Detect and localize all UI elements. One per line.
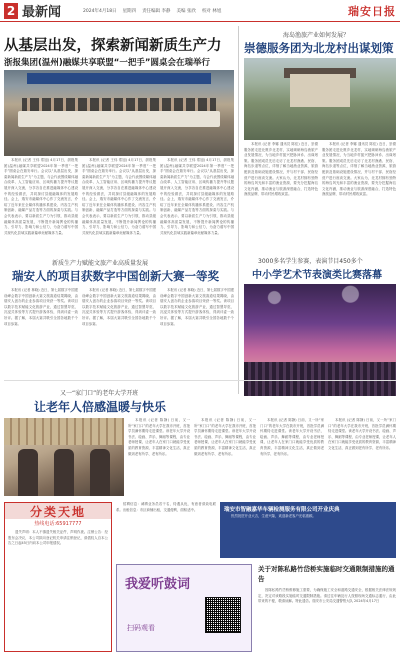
classified-hotline: 热线电话:65917777: [34, 521, 82, 527]
right-body-col1: 本报讯 (记者 李娜 通讯员 陈佳) 近日，崇德服务团走进北麂乡北龙村，实地调研海岛渔旅产业发展情况，为当地乡村振兴把脉问诊、出谋划策。服务团成员先后走访了北龙村渔港、民宿、海岛步道等点位，详细了解当地渔业资源、旅游配套及基础设施建设情况，并与村干部、民宿经营户进行座谈交流。大家认为，北龙村拥有独特的海岛风光和丰富的渔业资源，要充分挖掘海岛文化内涵，推动渔业与旅游深度融合，打造特色渔旅品牌，带动村民增收致富。: [244, 142, 318, 197]
culture-ad-subtitle: 扫码观看: [127, 624, 155, 632]
right-headline: 崇德服务团为北龙村出谋划策: [244, 41, 394, 55]
lead-body-col2: 本报讯 (记者 王伟 郑旭) 4月17日，浙报集团(温州)融媒共享联盟2024年第一季度“一把手”圆桌会在瑞安举行。会议以“从基层出发，探索新闻新质生产力”为主题，与会代表围绕媒体融合改革、人工智能应用、区域传播力提升等议题展开深入交流，分享各自在推进融媒体中心建设中的经验做法，共同探讨县级融媒体的发展路径。会上，瑞安市融媒体中心作了交流发言，介绍了近年来在全媒体传播体系建设、内容生产机制创新、融媒产品打造等方面的探索与实践。与会代表表示，要以新质生产力为引领，推动县级融媒体高质量发展，不断提升新闻舆论的传播力、引导力、影响力和公信力，为奋力谱写中国式现代化县域实践新篇章贡献媒体力量。: [82, 158, 156, 235]
right-body-col2: 本报讯 (记者 李娜 通讯员 陈佳) 近日，崇德服务团走进北麂乡北龙村，实地调研海岛渔旅产业发展情况，为当地乡村振兴把脉问诊、出谋划策。服务团成员先后走访了北龙村渔港、民宿、海岛步道等点位，详细了解当地渔业资源、旅游配套及基础设施建设情况，并与村干部、民宿经营户进行座谈交流。大家认为，北龙村拥有独特的海岛风光和丰富的渔业资源，要充分挖掘海岛文化内涵，推动渔业与旅游深度融合，打造特色渔旅品牌，带动村民增收致富。: [322, 142, 396, 197]
page-number: 2: [4, 3, 18, 19]
elders-body-col3: 本报讯 (记者 陈静) 日前，又一所“家门口”的老年大学在我市开班，首批学员满怀期待走进课堂。该老年大学开设书法、绘画、声乐、舞蹈等课程，由专业老师授课，让老年人在家门口就能享受优质的教育资源，丰富精神文化生活，真正做到老有所学、老有所乐。: [260, 418, 324, 456]
classified-body: 遗失声明：本人不慎遗失相关证件，声明作废。注销公告：经股东会决议，本公司拟向登记机关申请注销登记，请债权人自本公告之日起45日内向本公司申报债权。: [8, 530, 108, 546]
elders-kicker: 又一“家门口”的老年大学开班: [60, 390, 139, 397]
classified-ads-box: [4, 502, 112, 652]
art-headline: 中小学艺术节表演类比赛落幕: [252, 270, 382, 281]
elders-body-col2: 本报讯 (记者 陈静) 日前，又一所“家门口”的老年大学在我市开班，首批学员满怀期待走进课堂。该老年大学开设书法、绘画、声乐、舞蹈等课程，由专业老师授课，让老年人在家门口就能享受优质的教育资源，丰富精神文化生活，真正做到老有所学、老有所乐。: [194, 418, 256, 456]
issue-meta: [83, 8, 221, 14]
lead-subtitle: 浙报集团(温州)融媒共享联盟“一把手”圆桌会在瑞举行: [4, 58, 210, 68]
proof-credit: 校对 林旭: [201, 8, 222, 14]
elders-body-col1: 本报讯 (记者 陈静) 日前，又一所“家门口”的老年大学在我市开班，首批学员满怀期待走进课堂。该老年大学开设书法、绘画、声乐、舞蹈等课程，由专业老师授课，让老年人在家门口就能享受优质的教育资源，丰富精神文化生活，真正做到老有所学、老有所乐。: [128, 418, 190, 456]
mid-kicker: 新质生产力赋能文旅产业高质量发展: [52, 260, 149, 267]
section-name: 最新闻: [22, 5, 62, 20]
page-header: [0, 0, 400, 22]
editor-credit: 责任编辑 李静: [142, 8, 171, 14]
lead-body-col1: 本报讯 (记者 王伟 郑旭) 4月17日，浙报集团(温州)融媒共享联盟2024年第一季度“一把手”圆桌会在瑞安举行。会议以“从基层出发，探索新闻新质生产力”为主题，与会代表围绕媒体融合改革、人工智能应用、区域传播力提升等议题展开深入交流，分享各自在推进融媒体中心建设中的经验做法，共同探讨县级融媒体的发展路径。会上，瑞安市融媒体中心作了交流发言，介绍了近年来在全媒体传播体系建设、内容生产机制创新、融媒产品打造等方面的探索与实践。与会代表表示，要以新质生产力为引领，推动县级融媒体高质量发展，不断提升新闻舆论的传播力、引导力、影响力和公信力，为奋力谱写中国式现代化县域实践新篇章贡献媒体力量。: [4, 158, 78, 235]
lead-body-col3: 本报讯 (记者 王伟 郑旭) 4月17日，浙报集团(温州)融媒共享联盟2024年第一季度“一把手”圆桌会在瑞安举行。会议以“从基层出发，探索新闻新质生产力”为主题，与会代表围绕媒体融合改革、人工智能应用、区域传播力提升等议题展开深入交流，分享各自在推进融媒体中心建设中的经验做法，共同探讨县级融媒体的发展路径。会上，瑞安市融媒体中心作了交流发言，介绍了近年来在全媒体传播体系建设、内容生产机制创新、融媒产品打造等方面的探索与实践。与会代表表示，要以新质生产力为引领，推动县级融媒体高质量发展，不断提升新闻舆论的传播力、引导力、影响力和公信力，为奋力谱写中国式现代化县域实践新篇章贡献媒体力量。: [160, 158, 234, 235]
classified-title-bar: [5, 503, 111, 519]
right-photo: [244, 58, 396, 140]
mid-body-col3: 本报讯 (记者 林晓) 近日，第七届数字中国建设峰会数字中国创新大赛文旅赛道结果揭晓，由瑞安人创办的企业参赛项目荣获一等奖。该项目以数字技术赋能文化旅游产业，通过智慧导览、沉浸式体验等方式提升游客体验，得到评委一致好评。据了解，本届大赛共吸引全国各地数千个项目参赛。: [160, 288, 234, 326]
classified-hotline-bar: [5, 519, 111, 528]
opening-notice-title: 瑞安市智融嘉华车辆检测服务有限公司开业庆典: [224, 507, 340, 513]
section-divider: [4, 380, 396, 381]
issue-date: 2024年4月18日: [83, 8, 117, 14]
art-kicker: 3000多名学生参赛，表演节目450多个: [258, 258, 363, 265]
design-credit: 美编 张欣: [176, 8, 196, 14]
opening-notice-body: 热烈祝贺开业大吉，生意兴隆，欢迎新老客户光临惠顾。: [231, 514, 316, 518]
issue-weekday: 星期四: [122, 8, 137, 14]
elders-headline: 让老年人倍感温暖与快乐: [34, 400, 167, 414]
classified-title: 分类天地: [29, 504, 86, 519]
opening-notice-box: [220, 502, 396, 558]
mid-body-col2: 本报讯 (记者 林晓) 近日，第七届数字中国建设峰会数字中国创新大赛文旅赛道结果揭晓，由瑞安人创办的企业参赛项目荣获一等奖。该项目以数字技术赋能文化旅游产业，通过智慧导览、沉浸式体验等方式提升游客体验，得到评委一致好评。据了解，本届大赛共吸引全国各地数千个项目参赛。: [82, 288, 156, 326]
mid-headline: 瑞安人的项目获数字中国创新大赛一等奖: [12, 269, 219, 283]
policy-body: 因陈私路竹岱桥维修施工需要，为确保施工安全和道路交通安全，根据相关法律法规规定，决定对该路段实施临时交通限制措施。请过往车辆及行人按照现场交通标志通行，由此带来的不便，敬请谅解。特此通告。瑞安市公安局交通警察大队 2024年4月17日: [258, 588, 396, 604]
right-kicker: 海岛渔旅产业如何发展？: [283, 32, 350, 39]
policy-headline: 关于对陈私路竹岱桥实施临时交通限制措施的通告: [258, 565, 395, 583]
qr-code-icon: [205, 597, 241, 633]
lead-headline: 从基层出发，探索新闻新质生产力: [4, 38, 222, 54]
culture-ad-title: 我爱听鼓词: [125, 577, 191, 592]
notices-body: 招聘信息：诚聘业务员若干名，待遇从优，有意者请致电联系。出租信息：市区商铺出租，交通便利，面积适中。: [116, 502, 216, 512]
column-divider: [238, 26, 239, 394]
elders-body-col4: 本报讯 (记者 陈静) 日前，又一所“家门口”的老年大学在我市开班，首批学员满怀期待走进课堂。该老年大学开设书法、绘画、声乐、舞蹈等课程，由专业老师授课，让老年人在家门口就能享受优质的教育资源，丰富精神文化生活，真正做到老有所学、老有所乐。: [328, 418, 396, 450]
lead-photo: [4, 70, 234, 156]
masthead-logo: 瑞安日报: [348, 4, 396, 18]
mid-body-col1: 本报讯 (记者 林晓) 近日，第七届数字中国建设峰会数字中国创新大赛文旅赛道结果揭晓，由瑞安人创办的企业参赛项目荣获一等奖。该项目以数字技术赋能文化旅游产业，通过智慧导览、沉浸式体验等方式提升游客体验，得到评委一致好评。据了解，本届大赛共吸引全国各地数千个项目参赛。: [4, 288, 78, 326]
elders-photo: [4, 418, 124, 496]
culture-ad-box: [116, 564, 252, 652]
